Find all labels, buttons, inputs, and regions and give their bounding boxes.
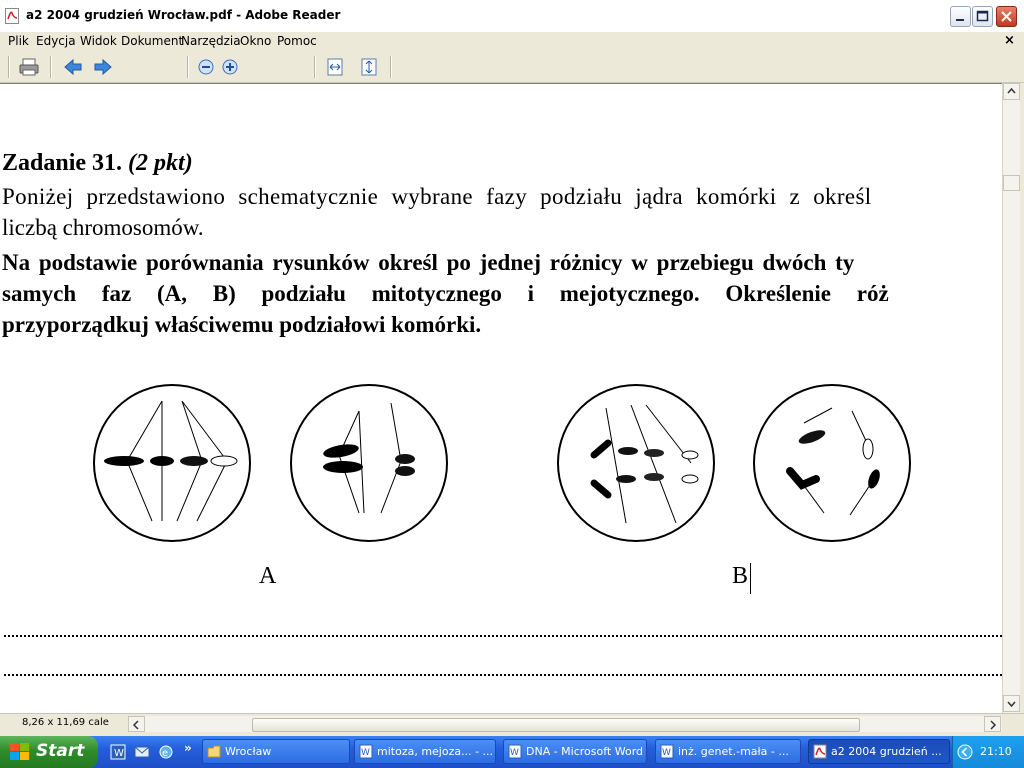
ie-quicklaunch-icon[interactable] [158, 744, 174, 760]
window-title: a2 2004 grudzień Wrocław.pdf - Adobe Reader [26, 8, 341, 22]
cell-b-meiosis [754, 385, 910, 541]
svg-text:W: W [510, 748, 519, 758]
quicklaunch-more[interactable]: » [184, 741, 192, 755]
menu-narzedzia[interactable]: Narzędzia [181, 34, 241, 48]
clock: 21:10 [980, 745, 1012, 758]
outlook-quicklaunch-icon[interactable] [134, 744, 150, 760]
tray-expand-icon[interactable] [957, 744, 973, 760]
cell-division-illustration [90, 381, 930, 546]
menu-dokument[interactable]: Dokument [121, 34, 184, 48]
next-page-icon[interactable] [92, 57, 114, 77]
pdf-icon [5, 8, 19, 24]
word-doc-icon [508, 744, 522, 759]
toolbar-grip [8, 56, 10, 78]
menu-plik[interactable]: Plik [8, 34, 29, 48]
start-label: Start [36, 741, 85, 761]
maximize-button[interactable] [972, 6, 993, 27]
close-document-button[interactable]: × [1004, 33, 1015, 48]
intro-line-1: Poniżej przedstawiono schematycznie wybrane fazy podziału jądra komórki z określ [2, 184, 872, 209]
task-points: (2 pkt) [128, 150, 193, 176]
arrow-right-icon [985, 718, 1000, 732]
answer-line [4, 635, 1002, 637]
prev-page-icon[interactable] [62, 57, 84, 77]
minimize-button[interactable] [950, 6, 971, 27]
text-cursor [750, 563, 751, 594]
instruction-line-3: przyporządkuj właściwemu podziałowi komórki. [2, 312, 482, 337]
task-label: a2 2004 grudzień ... [831, 745, 942, 758]
label-b: B [732, 563, 749, 589]
task-mitoza[interactable] [354, 739, 496, 764]
folder-icon [207, 744, 221, 759]
task-heading [2, 150, 193, 177]
close-icon [997, 7, 1016, 26]
task-number: Zadanie 31. [2, 150, 123, 176]
word-doc-icon [359, 744, 373, 759]
maximize-icon [973, 7, 992, 26]
task-label: DNA - Microsoft Word [526, 745, 644, 758]
toolbar-separator [50, 56, 52, 78]
instruction-line-1: Na podstawie porównania rysunków określ po jednej różnicy w przebiegu dwóch ty [2, 250, 855, 275]
document-view[interactable] [0, 83, 1002, 714]
pdf-icon [813, 744, 827, 759]
scroll-up-button[interactable] [1003, 83, 1020, 100]
task-label: Wrocław [225, 745, 272, 758]
scroll-down-button[interactable] [1003, 695, 1020, 712]
svg-text:W: W [361, 748, 370, 758]
menu-bar [0, 32, 1024, 52]
scroll-thumb[interactable] [1003, 175, 1020, 191]
task-wroclaw[interactable] [202, 739, 350, 764]
toolbar-separator [390, 56, 392, 78]
zoom-out-icon[interactable] [195, 57, 217, 77]
instruction-line-2: samych faz (A, B) podziału mitotycznego i mejotycznego. Określenie róż [2, 281, 889, 306]
svg-text:W: W [662, 748, 671, 758]
print-icon[interactable] [18, 57, 40, 77]
cell-a-mitosis [94, 385, 250, 541]
toolbar-separator [314, 56, 316, 78]
cell-b-mitosis [558, 385, 714, 541]
task-label: inż. genet.-mała - ... [678, 745, 789, 758]
menu-pomoc[interactable]: Pomoc [277, 34, 317, 48]
scroll-left-button[interactable] [128, 716, 145, 732]
cell-a-meiosis [291, 385, 447, 541]
window-edge [1020, 83, 1024, 713]
arrow-left-icon [129, 718, 144, 732]
fit-page-icon[interactable] [358, 57, 380, 77]
svg-text:W: W [114, 748, 124, 759]
menu-okno[interactable]: Okno [240, 34, 272, 48]
windows-logo-icon [10, 743, 30, 761]
horizontal-scrollbar[interactable] [128, 716, 1002, 732]
word-quicklaunch-icon[interactable] [110, 744, 126, 760]
zoom-in-icon[interactable] [219, 57, 241, 77]
svg-text:e: e [162, 748, 169, 759]
fit-width-icon[interactable] [324, 57, 346, 77]
task-inz-genet[interactable] [655, 739, 801, 764]
status-bar [0, 713, 1024, 734]
close-window-button[interactable] [996, 6, 1017, 27]
title-bar [0, 0, 1024, 33]
page-size: 8,26 x 11,69 cale [22, 717, 109, 728]
word-doc-icon [660, 744, 674, 759]
task-adobe-reader[interactable] [808, 739, 950, 764]
minimize-icon [951, 7, 970, 26]
label-a: A [259, 563, 277, 589]
task-label: mitoza, mejoza... - ... [377, 745, 494, 758]
arrow-up-icon [1004, 84, 1019, 99]
horizontal-scroll-thumb[interactable] [252, 718, 860, 732]
scroll-right-button[interactable] [984, 716, 1001, 732]
menu-edycja[interactable]: Edycja [36, 34, 76, 48]
answer-line [4, 674, 1002, 676]
toolbar-separator [187, 56, 189, 78]
task-dna[interactable] [503, 739, 647, 764]
toolbar [0, 52, 1024, 83]
start-button[interactable] [0, 736, 98, 768]
menu-widok[interactable]: Widok [80, 34, 117, 48]
vertical-scrollbar[interactable] [1002, 83, 1021, 713]
arrow-down-icon [1004, 696, 1019, 711]
intro-line-2: liczbą chromosomów. [2, 215, 204, 240]
